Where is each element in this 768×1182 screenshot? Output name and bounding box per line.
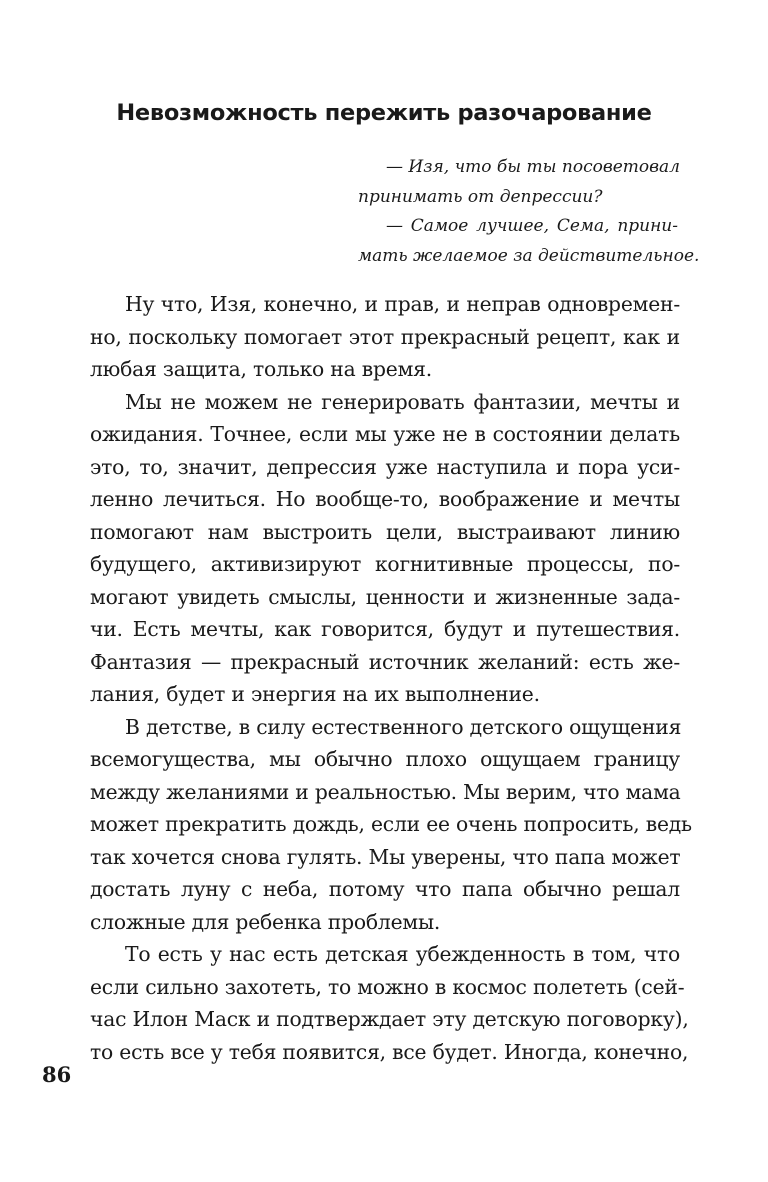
text-line: сложные для ребенка проблемы. <box>90 909 441 934</box>
paragraph <box>90 711 692 939</box>
body-text <box>90 288 692 1068</box>
text-line: ленно лечиться. Но вообще-то, воображение и мечты <box>90 487 680 511</box>
text-line: между желаниями и реальностью. Мы верим, что мама <box>90 779 681 804</box>
paragraph <box>90 938 689 1068</box>
text-line: чи. Есть мечты, как говорится, будут и путешествия. <box>90 617 680 641</box>
text-line: В детстве, в силу естественного детского ощущения <box>125 714 682 739</box>
text-line: Мы не можем не генерировать фантазии, мечты и <box>125 389 680 414</box>
text-line: Ну что, Изя, конечно, и прав, и неправ одновремен- <box>125 292 680 316</box>
text-line: любая защита, только на время. <box>90 357 432 381</box>
paragraph <box>90 288 680 386</box>
text-line: может прекратить дождь, если ее очень попросить, ведь <box>90 812 692 836</box>
text-line: это, то, значит, депрессия уже наступила и пора уси- <box>90 454 680 479</box>
text-line: час Илон Маск и подтверждает эту детскую поговорку), <box>90 1007 689 1031</box>
page-number: 86 <box>42 1062 72 1087</box>
epigraph <box>358 153 700 272</box>
text-line: так хочется снова гулять. Мы уверены, что папа может <box>90 844 681 869</box>
text-line: ожидания. Точнее, если мы уже не в состоянии делать <box>90 422 680 446</box>
epigraph-line: — Самое лучшее, Сема, прини- <box>386 216 678 237</box>
text-line: но, поскольку помогает этот прекрасный рецепт, как и <box>90 324 680 349</box>
text-line: То есть у нас есть детская убежденность в том, что <box>125 942 680 966</box>
text-line: то есть все у тебя появится, все будет. Иногда, конечно, <box>90 1039 689 1064</box>
text-line: достать луну с неба, потому что папа обычно решал <box>90 877 680 901</box>
text-line: если сильно захотеть, то можно в космос полететь (сей- <box>90 974 685 999</box>
epigraph-line: принимать от депрессии? <box>358 186 603 207</box>
section-title: Невозможность пережить разочарование <box>116 100 652 126</box>
text-line: всемогущества, мы обычно плохо ощущаем границу <box>90 747 680 771</box>
epigraph-line: мать желаемое за действительное. <box>358 246 700 267</box>
text-line: помогают нам выстроить цели, выстраивают линию <box>90 519 680 544</box>
text-line: будущего, активизируют когнитивные процессы, по- <box>90 552 680 576</box>
text-line: лания, будет и энергия на их выполнение. <box>90 682 540 706</box>
epigraph-line: — Изя, что бы ты посоветовал <box>386 157 680 177</box>
text-line: Фантазия — прекрасный источник желаний: есть же- <box>90 649 680 674</box>
text-line: могают увидеть смыслы, ценности и жизненные зада- <box>90 584 680 609</box>
paragraph <box>90 386 680 711</box>
